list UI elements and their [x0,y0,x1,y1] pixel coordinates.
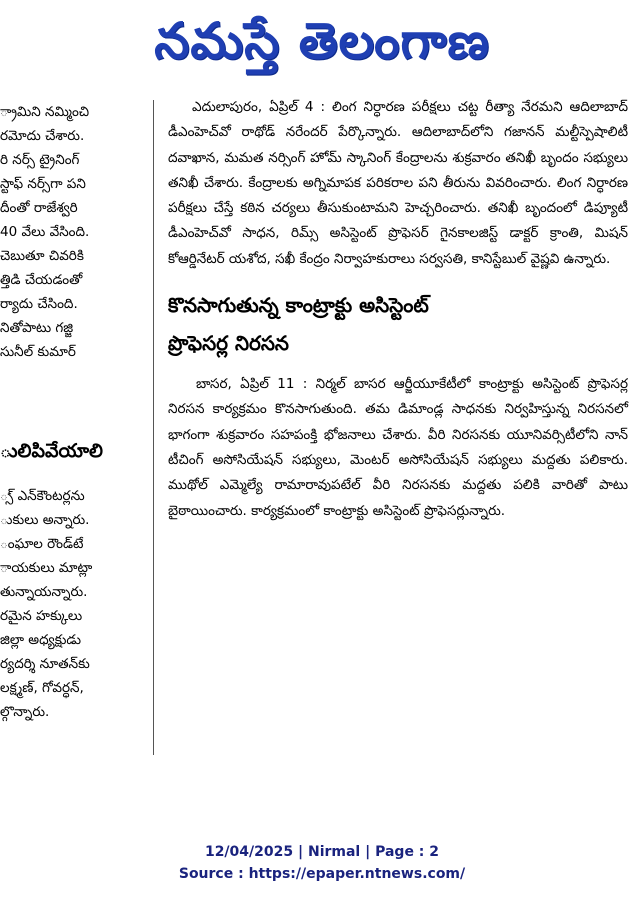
column-divider [153,100,154,755]
left-line: త్తిడి చేయడంతో [0,272,83,288]
left-line: ర్యాదు చేసింది. [0,296,78,312]
left-line: దీంతో రాజేశ్వరి [0,200,78,216]
article2-headline [168,286,628,362]
left-line: సునీల్ కుమార్ [0,344,76,360]
article2-dateline: బాసర, ఏప్రిల్ 11 : [196,376,308,393]
footer-edition-info: 12/04/2025 | Nirmal | Page : 2 [204,844,440,860]
left-line: ాయకులు మాట్లా [0,560,93,576]
article1-body-paragraph [168,95,628,272]
left-line: ర్యదర్శి నూతన్‌కు [0,656,90,672]
right-column [168,95,628,524]
article1-dateline: ఎదులాపురం, ఏప్రిల్ 4 : [192,99,326,115]
footer-source-link[interactable]: Source : https://epaper.ntnews.com/ [178,866,466,882]
masthead [0,6,644,76]
left-line: తున్నాయన్నారు. [0,584,88,600]
article2-body: నిర్మల్ బాసర ఆర్జీయూకేటీలో కాంట్రాక్టు అసిస్టెంట్ ప్రొఫెసర్ల నిరసన కార్యక్రమం కొనసాగుతుంది. తమ డిమాండ్ల సాధనకు నిర్వహిస్తున్న నిరసనలో భాగంగా శుక్రవారం సహపంక్తి భోజనాలు చేశారు. వీరి నిరసనకు యూనివర్సిటీలోని నాన్ టీచింగ్ అసోసియేషన్ సభ్యులు, మెంటర్ అసోసియేషన్ సభ్యులు మద్దతు పలికారు. ముథోల్ ఎమ్మెల్యే రామారావుపటేల్ వీరి నిరసనకు మద్దతు పలికి వారితో పాటు బైఠాయించారు. కార్యక్రమంలో కాంట్రాక్టు అసిస్టెంట్ ప్రొఫెసర్లున్నారు. [168,376,628,519]
left-line: రమైన హక్కులు [0,608,83,624]
masthead-logo-text: నమస్తే తెలంగాణ [154,12,490,70]
article2-headline-line2: ప్రొఫెసర్ల నిరసన [168,331,289,356]
left-line: ంఘాల రౌండ్‌టే [0,536,84,552]
left-line: రమోదు చేశారు. [0,128,85,144]
article2-headline-line1: కొనసాగుతున్న కాంట్రాక్టు అసిస్టెంట్ [168,293,429,318]
left-line: ల్గొన్నారు. [0,704,50,720]
left-column-fragment [0,100,148,760]
left-line: స్టాఫ్ నర్స్‌గా పని [0,176,86,192]
left-line: ్స్ ఎన్‌కౌంటర్లను [0,488,85,504]
article2-body-paragraph [168,372,628,524]
left-column-heading: ులిపివేయాలి [0,440,103,462]
left-line: ుకులు అన్నారు. [0,512,90,528]
left-line: 40 వేలు వేసింది. [0,224,90,240]
article1-body: లింగ నిర్ధారణ పరీక్షలు చట్ట రీత్యా నేరమని ఆదిలాబాద్ డీఎంహెచ్‌వో రాథోడ్ నరేందర్ పేర్కొన్నారు. ఆదిలాబాద్‌లోని గజానన్ మల్టీస్పెషాలిటీ దవాఖాన, మమత నర్సింగ్ హోమ్ స్కానింగ్ కేంద్రాలను శుక్రవారం తనిఖీ బృందం సభ్యులు తనిఖీ చేశారు. కేంద్రాలకు అగ్నిమాపక పరికరాల పని తీరును వివరించారు. లింగ నిర్ధారణ పరీక్షలు చేస్తే కఠిన చర్యలు తీసుకుంటామని హెచ్చరించారు. తనిఖీ బృందంలో డిప్యూటీ డీఎంహెచ్‌వో సాధన, రిమ్స్ అసిస్టెంట్ ప్రొఫెసర్ గైనకాలజిస్ట్ డాక్టర్ క్రాంతి, మిషన్ కోఆర్డినేటర్ యశోద, సఖీ కేంద్రం నిర్వాహకురాలు సర్వసతి, కానిస్టేబుల్ వైష్ణవి ఉన్నారు. [168,99,628,267]
left-line: జిల్లా అధ్యక్షుడు [0,632,82,648]
left-line: చెబుతూ చివరికి [0,248,84,264]
left-line: లక్ష్మణ్, గోవర్ధన్, [0,680,84,696]
left-line: రి నర్స్ ట్రైనింగ్ [0,152,80,168]
left-line: నితోపాటు గజ్జి [0,320,74,336]
left-line: ్రామిని నమ్మించి [0,104,90,120]
